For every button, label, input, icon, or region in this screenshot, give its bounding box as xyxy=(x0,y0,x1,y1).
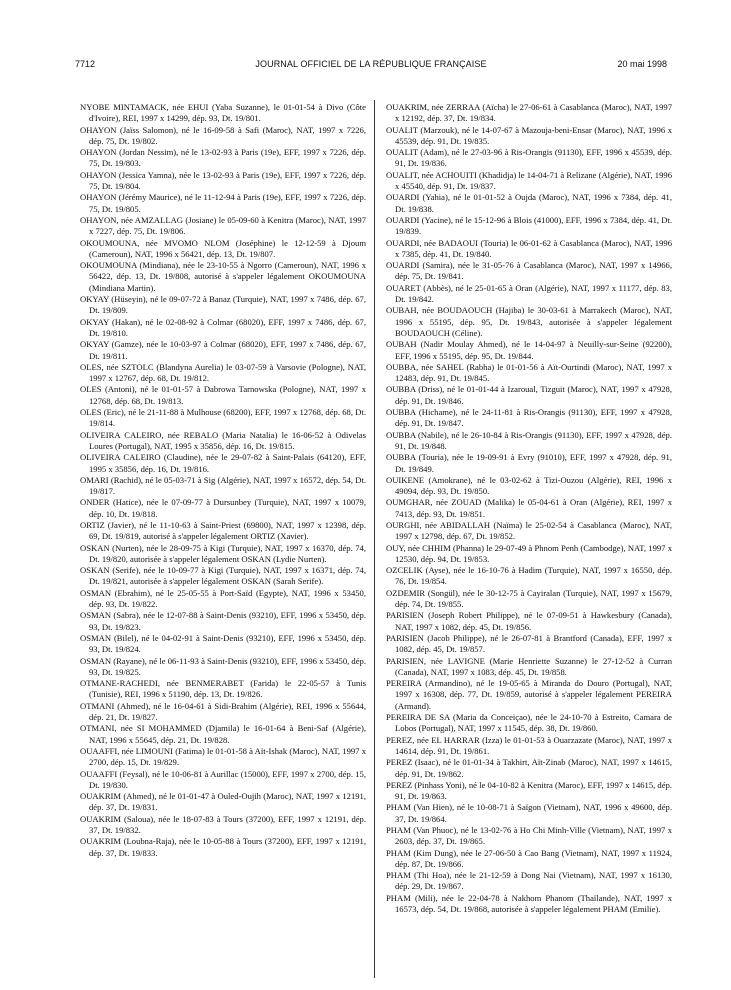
register-entry: OUAAFFI, née LIMOUNI (Fatima) le 01-01-58 à Aït-Ishak (Maroc), NAT, 1997 x 2700, dép. 15, Dt. 19/829. xyxy=(80,745,366,768)
register-entry: PEREZ, née EL HARRAR (Izza) le 01-01-53 à Ouarzazate (Maroc), NAT, 1997 x 14614, dép. 91, Dt. 19/861. xyxy=(386,734,672,756)
right-column xyxy=(386,102,672,915)
register-entry: PEREZ (Isaac), né le 01-01-34 à Takhirt, Aït-Zinab (Maroc), NAT, 1997 x 14615, dép. 91, Dt. 19/862. xyxy=(386,757,672,779)
register-entry: OSKAN (Nurten), née le 28-09-75 à Kigi (Turquie), NAT, 1997 x 16370, dép. 74, Dt. 19/820, autorisée à s'appeler légalement OSKAN (Lydie Nurten). xyxy=(80,542,366,564)
register-entry: OUARDI (Samira), née le 31-05-76 à Casablanca (Maroc), NAT, 1997 x 14966, dép. 75, Dt. 19/841. xyxy=(386,260,672,282)
register-entry: OUBBA (Hichame), né le 24-11-81 à Ris-Orangis (91130), EFF, 1997 x 47928, dép. 91, Dt. 19/847. xyxy=(386,407,672,429)
register-entry: OUAKRIM, née ZERRAA (Aïcha) le 27-06-61 à Casablanca (Maroc), NAT, 1997 x 12192, dép. 37, Dt. 19/834. xyxy=(386,102,672,124)
register-entry: OUBBA, née SAHEL (Rabha) le 01-01-56 à Aït-Ourtindi (Maroc), NAT, 1997 x 12483, dép. 91, Dt. 19/845. xyxy=(386,361,672,384)
register-entry: PHAM (Van Hien), né le 10-08-71 à Saïgon (Vietnam), NAT, 1996 x 49600, dép. 37, Dt. 19/864. xyxy=(386,802,672,824)
register-entry: OUBBA (Nabile), né le 26-10-84 à Ris-Orangis (91130), EFF, 1997 x 47928, dép. 91, Dt. 19/848. xyxy=(386,429,672,451)
register-entry: OUARDI (Yahia), né le 01-01-52 à Oujda (Maroc), NAT, 1996 x 7384, dép. 41, Dt. 19/838. xyxy=(386,192,672,214)
register-entry: OHAYON (Jessica Yamna), née le 13-02-93 à Paris (19e), EFF, 1997 x 7226, dép. 75, Dt. 19/804. xyxy=(80,169,366,192)
register-entry: OHAYON (Jaïss Salomon), né le 16-09-58 à Safi (Maroc), NAT, 1997 x 7226, dép. 75, Dt. 19/802. xyxy=(80,124,366,146)
register-entry: PHAM (Mili), née le 22-04-78 à Nakhom Phanom (Thaïlande), NAT, 1997 x 16573, dép. 54, Dt. 19/868, autorisée à s'appeler légalement PHAM (Emilie). xyxy=(386,892,672,915)
register-entry: PEREIRA DE SA (Maria da Conceiçao), née le 24-10-70 à Estreito, Camara de Lobos (Portugal), NAT, 1997 x 11545, dép. 38, Dt. 19/860. xyxy=(386,712,672,734)
register-entry: OSKAN (Serife), née le 10-09-77 à Kigi (Turquie), NAT, 1997 x 16371, dép. 74, Dt. 19/821, autorisée à s'appeler légalement OSKAN (Sarah Serife). xyxy=(80,565,366,587)
register-entry: OUAKRIM (Ahmed), né le 01-01-47 à Ouled-Oujih (Maroc), NAT, 1997 x 12191, dép. 37, Dt. 19/831. xyxy=(80,791,366,813)
register-entry: OUAKRIM (Saloua), née le 18-07-83 à Tours (37200), EFF, 1997 x 12191, dép. 37, Dt. 19/832. xyxy=(80,813,366,835)
register-entry: OHAYON, née AMZALLAG (Josiane) le 05-09-60 à Kenitra (Maroc), NAT, 1997 x 7227, dép. 75, Dt. 19/806. xyxy=(80,214,366,237)
register-entry: OLES, née SZTOLC (Blandyna Aurelia) le 03-07-59 à Varsovie (Pologne), NAT, 1997 x 12767, dép. 68, Dt. 19/812. xyxy=(80,361,366,384)
register-entry: PHAM (Van Phuoc), né le 13-02-76 à Ho Chi Minh-Ville (Vietnam), NAT, 1997 x 2603, dép. 37, Dt. 19/865. xyxy=(386,825,672,847)
register-entry: PEREZ (Pinhass Yoni), né le 04-10-82 à Kenitra (Maroc), EFF, 1997 x 14615, dép. 91, Dt. 19/863. xyxy=(386,779,672,802)
register-entry: PARISIEN (Jacob Philippe), né le 26-07-81 à Brantford (Canada), EFF, 1997 x 1082, dép. 45, Dt. 19/857. xyxy=(386,632,672,655)
left-column xyxy=(80,102,366,859)
register-entry: OTMANE-RACHEDI, née BENMERABET (Farida) le 22-05-57 à Tunis (Tunisie), REI, 1996 x 51190, dép. 13, Dt. 19/826. xyxy=(80,678,366,700)
journal-title: JOURNAL OFFICIEL DE LA RÉPUBLIQUE FRANÇAISE xyxy=(255,59,487,69)
register-entry: OKOUMOUNA, née MVOMO NLOM (Joséphine) le 12-12-59 à Djoum (Cameroun), NAT, 1996 x 56421, dép. 13, Dt. 19/807. xyxy=(80,237,366,259)
register-entry: OUARET (Abbès), né le 25-01-65 à Oran (Algérie), NAT, 1997 x 11177, dép. 83, Dt. 19/842. xyxy=(386,282,672,305)
register-entry: OUIKENE (Amokrane), né le 03-02-62 à Tizi-Ouzou (Algérie), REI, 1996 x 49094, dép. 93, Dt. 19/850. xyxy=(386,474,672,497)
register-entry: OKOUMOUNA (Mindiana), née le 23-10-55 à Ngorro (Cameroun), NAT, 1996 x 56422, dép. 13, Dt. 19/808, autorisé à s'appeler légalement OKOUMOUNA (Mindiana Martin). xyxy=(80,260,366,293)
register-entry: OLIVEIRA CALEIRO, née REBALO (Maria Natalia) le 16-06-52 à Odivelas Loures (Portugal), NAT, 1995 x 35856, dép. 16, Dt. 19/815. xyxy=(80,429,366,451)
page-number: 7712 xyxy=(75,59,96,69)
register-entry: OSMAN (Sabra), née le 12-07-88 à Saint-Denis (93210), EFF, 1996 x 53450, dép. 93, Dt. 19/823. xyxy=(80,610,366,632)
register-entry: OZDEMIR (Songül), née le 30-12-75 à Cayiralan (Turquie), NAT, 1997 x 15679, dép. 74, Dt. 19/855. xyxy=(386,587,672,610)
register-entry: PHAM (Kim Dung), née le 27-06-50 à Cao Bang (Vietnam), NAT, 1997 x 11924, dép. 87, Dt. 19/866. xyxy=(386,847,672,869)
register-entry: OUARDI, née BADAOUI (Touria) le 06-01-62 à Casablanca (Maroc), NAT, 1996 x 7385, dép. 41, Dt. 19/840. xyxy=(386,237,672,259)
register-entry: NYOBE MINTAMACK, née EHUI (Yaba Suzanne), le 01-01-54 à Divo (Côte d'Ivoire), REI, 1997 x 14299, dép. 93, Dt. 19/801. xyxy=(80,102,366,124)
register-entry: OSMAN (Bilel), né le 04-02-91 à Saint-Denis (93210), EFF, 1996 x 53450, dép. 93, Dt. 19/824. xyxy=(80,632,366,655)
register-entry: OUBBA (Touria), née le 19-09-91 à Evry (91010), EFF, 1997 x 47928, dép. 91, Dt. 19/849. xyxy=(386,452,672,474)
register-entry: OUBAH, née BOUDAOUCH (Hajiba) le 30-03-61 à Marrakech (Maroc), NAT, 1996 x 55195, dép. 95, Dt. 19/843, autorisée à s'appeler légalement BOUDAOUCH (Céline). xyxy=(386,305,672,338)
register-entry: OUALIT (Marzouk), né le 14-07-67 à Mazouja-beni-Ensar (Maroc), NAT, 1996 x 45539, dép. 91, Dt. 19/835. xyxy=(386,124,672,146)
register-entry: OLES (Eric), né le 21-11-88 à Mulhouse (68200), EFF, 1997 x 12768, dép. 68, Dt. 19/814. xyxy=(80,407,366,429)
register-entry: OHAYON (Jordan Nessim), né le 13-02-93 à Paris (19e), EFF, 1997 x 7226, dép. 75, Dt. 19/803. xyxy=(80,147,366,169)
register-entry: ORTIZ (Javier), né le 11-10-63 à Saint-Priest (69800), NAT, 1997 x 12398, dép. 69, Dt. 19/819, autorisé à s'appeler légalement ORTIZ (Xavier). xyxy=(80,519,366,542)
register-entry: OUARDI (Yacine), né le 15-12-96 à Blois (41000), EFF, 1996 x 7384, dép. 41, Dt. 19/839. xyxy=(386,214,672,237)
register-entry: OKYAY (Gamze), née le 10-03-97 à Colmar (68020), EFF, 1997 x 7486, dép. 67, Dt. 19/811. xyxy=(80,339,366,361)
register-entry: OUMGHAR, née ZOUAD (Malika) le 05-04-61 à Oran (Algérie), REI, 1997 x 7413, dép. 93, Dt. 19/851. xyxy=(386,497,672,519)
register-entry: OUALIT (Adam), né le 27-03-96 à Ris-Orangis (91130), EFF, 1996 x 45539, dép. 91, Dt. 19/836. xyxy=(386,147,672,169)
page-header xyxy=(75,59,667,73)
register-entry: PHAM (Thi Hoa), née le 21-12-59 à Dong Nai (Vietnam), NAT, 1997 x 16130, dép. 29, Dt. 19/867. xyxy=(386,870,672,892)
register-entry: OKYAY (Hakan), né le 02-08-92 à Colmar (68020), EFF, 1997 x 7486, dép. 67, Dt. 19/810. xyxy=(80,316,366,338)
register-entry: OUAKRIM (Loubna-Raja), née le 10-05-88 à Tours (37200), EFF, 1997 x 12191, dép. 37, Dt. 19/833. xyxy=(80,836,366,858)
register-entry: OHAYON (Jérémy Maurice), né le 11-12-94 à Paris (19e), EFF, 1997 x 7226, dép. 75, Dt. 19/805. xyxy=(80,192,366,214)
register-entry: OUAAFFI (Feysal), né le 10-06-81 à Aurillac (15000), EFF, 1997 x 2700, dép. 15, Dt. 19/830. xyxy=(80,768,366,790)
column-divider xyxy=(374,100,375,978)
register-entry: OKYAY (Hüseyin), né le 09-07-72 à Banaz (Turquie), NAT, 1997 x 7486, dép. 67, Dt. 19/809. xyxy=(80,294,366,316)
register-entry: OMARI (Rachid), né le 05-03-71 à Sig (Algérie), NAT, 1997 x 16572, dép. 54, Dt. 19/817. xyxy=(80,474,366,497)
register-entry: ONDER (Hatice), née le 07-09-77 à Dursunbey (Turquie), NAT, 1997 x 10079, dép. 10, Dt. 19/818. xyxy=(80,497,366,519)
register-entry: OLIVEIRA CALEIRO (Claudine), née le 29-07-82 à Saint-Palais (64120), EFF, 1995 x 35856, dép. 16, Dt. 19/816. xyxy=(80,452,366,474)
register-entry: OSMAN (Rayane), né le 06-11-93 à Saint-Denis (93210), EFF, 1996 x 53450, dép. 93, Dt. 19/825. xyxy=(80,655,366,677)
register-entry: OSMAN (Ebrahim), né le 25-05-55 à Port-Saïd (Egypte), NAT, 1996 x 53450, dép. 93, Dt. 19/822. xyxy=(80,587,366,610)
register-entry: OTMANI (Ahmed), né le 16-04-61 à Sidi-Brahim (Algérie), REI, 1996 x 55644, dép. 21, Dt. 19/827. xyxy=(80,700,366,723)
issue-date: 20 mai 1998 xyxy=(617,59,667,69)
register-entry: OUALIT, née ACHOUITI (Khadidja) le 14-04-71 à Relizane (Algérie), NAT, 1996 x 45540, dép. 91, Dt. 19/837. xyxy=(386,169,672,192)
register-entry: PARISIEN, née LAVIGNE (Marie Henriette Suzanne) le 27-12-52 à Curran (Canada), NAT, 1997 x 1083, dép. 45, Dt. 19/858. xyxy=(386,655,672,677)
register-entry: OUY, née CHHIM (Phanna) le 29-07-49 à Phnom Penh (Cambodge), NAT, 1997 x 12530, dép. 94, Dt. 19/853. xyxy=(386,542,672,564)
register-entry: OLES (Antoni), né le 01-01-57 à Dabrowa Tarnowska (Pologne), NAT, 1997 x 12768, dép. 68, Dt. 19/813. xyxy=(80,384,366,406)
register-entry: PEREIRA (Armandino), né le 19-05-65 à Miranda do Douro (Portugal), NAT, 1997 x 16308, dép. 77, Dt. 19/859, autorisé à s'appeler légalement PEREIRA (Armand). xyxy=(386,678,672,711)
register-entry: OUBAH (Nadir Moulay Ahmed), né le 14-04-97 à Neuilly-sur-Seine (92200), EFF, 1996 x 55195, dép. 95, Dt. 19/844. xyxy=(386,339,672,361)
register-entry: OZCELIK (Ayse), née le 16-10-76 à Hadim (Turquie), NAT, 1997 x 16550, dép. 76, Dt. 19/854. xyxy=(386,565,672,587)
register-entry: OTMANI, née SI MOHAMMED (Djamila) le 16-01-64 à Beni-Saf (Algérie), NAT, 1996 x 55645, dép. 21, Dt. 19/828. xyxy=(80,723,366,745)
register-entry: PARISIEN (Joseph Robert Philippe), né le 07-09-51 à Hawkesbury (Canada), NAT, 1997 x 1082, dép. 45, Dt. 19/856. xyxy=(386,610,672,632)
register-entry: OURGHI, née ABIDALLAH (Naïma) le 25-02-54 à Casablanca (Maroc), NAT, 1997 x 12798, dép. 67, Dt. 19/852. xyxy=(386,519,672,542)
register-entry: OUBBA (Driss), né le 01-01-44 à Izaroual, Tizguit (Maroc), NAT, 1997 x 47928, dép. 91, Dt. 19/846. xyxy=(386,384,672,406)
